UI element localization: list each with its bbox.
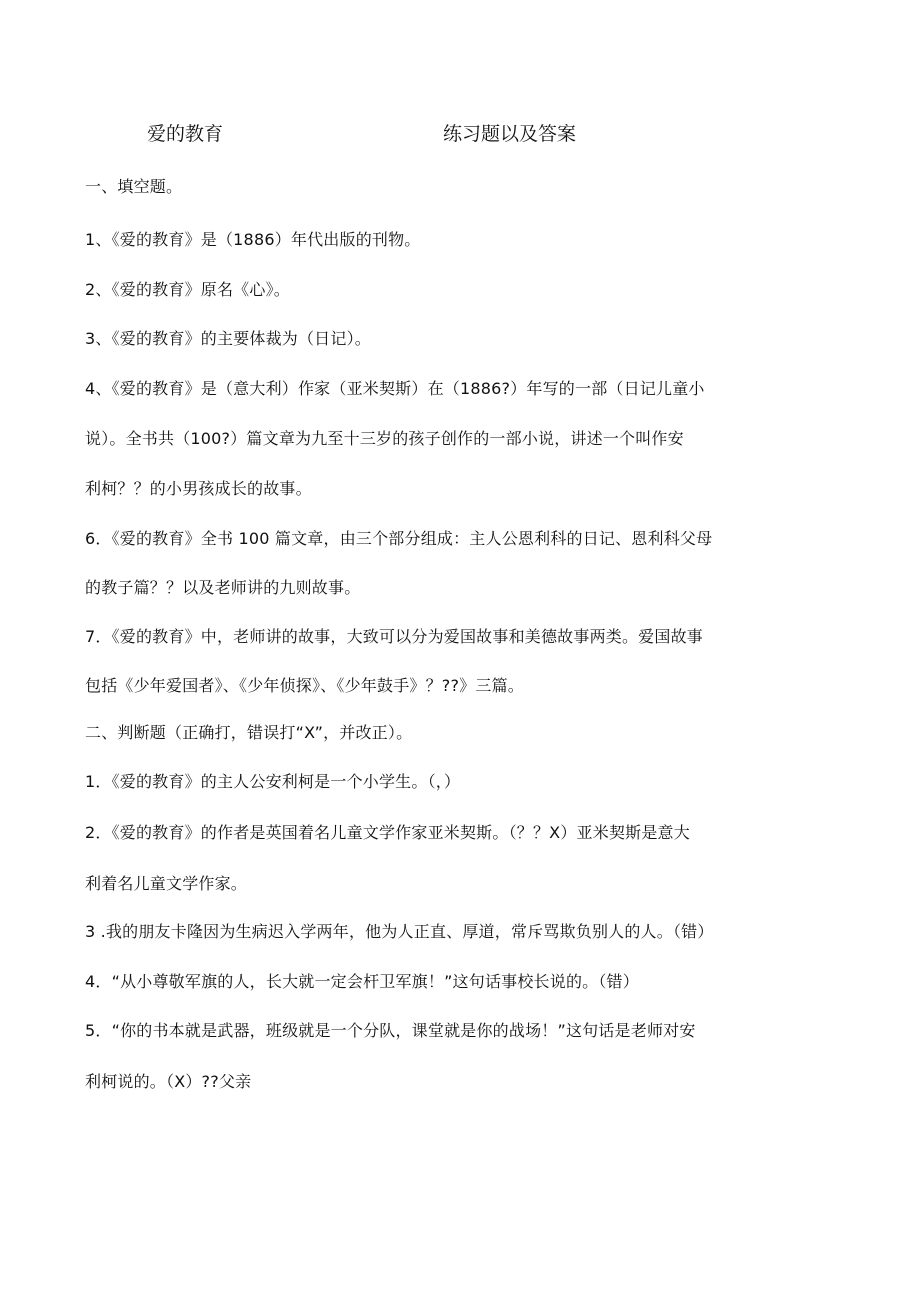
judge-q2-line2: 利着名儿童文学作家。 (85, 874, 248, 893)
fill-q4-line1: 4、《爱的教育》是（意大利）作家（亚米契斯）在（1886?）年写的一部（日记儿童小 (85, 379, 705, 398)
fill-q6-line1: 6．《爱的教育》全书 100 篇文章，由三个部分组成：主人公恩利科的日记、恩利科父母 (85, 529, 713, 548)
doc-title-right: 练习题以及答案 (443, 123, 577, 145)
fill-q7-line2: 包括《少年爱国者》、《少年侦探》、《少年鼓手》？??》三篇。 (85, 676, 524, 695)
judge-q1: 1．《爱的教育》的主人公安利柯是一个小学生。（，） (85, 772, 461, 791)
judge-q5-line2: 利柯说的。（X）??父亲 (85, 1072, 252, 1091)
fill-q3: 3、《爱的教育》的主要体裁为（日记）。 (85, 329, 371, 348)
fill-q7-line1: 7．《爱的教育》中，老师讲的故事，大致可以分为爱国故事和美德故事两类。爱国故事 (85, 627, 703, 646)
section-1-heading: 一、填空题。 (85, 177, 183, 196)
section-2-heading: 二、判断题（正确打，错误打“X”，并改正）。 (85, 723, 413, 742)
fill-q4-line3: 利柯？？的小男孩成长的故事。 (85, 479, 312, 498)
fill-q6-line2: 的教子篇？？以及老师讲的九则故事。 (85, 578, 361, 597)
fill-q2: 2、《爱的教育》原名《心》。 (85, 280, 290, 299)
judge-q5-line1: 5．“你的书本就是武器，班级就是一个分队，课堂就是你的战场！”这句话是老师对安 (85, 1021, 696, 1040)
judge-q2-line1: 2．《爱的教育》的作者是英国着名儿童文学作家亚米契斯。（？？X）亚米契斯是意大 (85, 823, 690, 842)
fill-q4-line2: 说）。全书共（100?）篇文章为九至十三岁的孩子创作的一部小说，讲述一个叫作安 (85, 429, 684, 448)
doc-title-left: 爱的教育 (147, 123, 224, 145)
fill-q1: 1、《爱的教育》是（1886）年代出版的刊物。 (85, 230, 421, 249)
judge-q4: 4．“从小尊敬军旗的人，长大就一定会杆卫军旗！”这句话事校长说的。（错） (85, 972, 639, 991)
judge-q3: 3 .我的朋友卡隆因为生病迟入学两年，他为人正直、厚道，常斥骂欺负别人的人。（错） (85, 922, 714, 941)
